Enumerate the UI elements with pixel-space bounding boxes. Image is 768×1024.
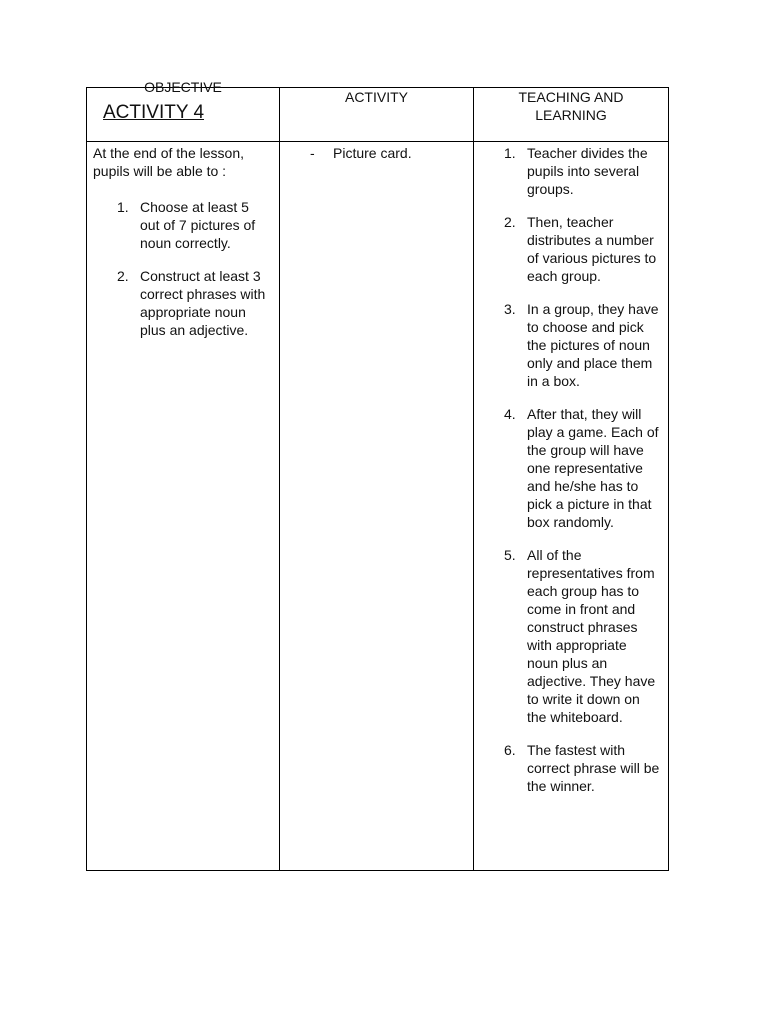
header-objective-label: OBJECTIVE — [144, 79, 222, 95]
list-item: 4. After that, they will play a game. Each of the group will have one representative and he/she has to pick a picture in that box randomly. — [504, 406, 659, 530]
list-item: 2. Then, teacher distributes a number of various pictures to each group. — [504, 214, 657, 284]
table-header-row — [87, 88, 669, 142]
objective-cell — [87, 142, 280, 871]
steps-list — [474, 142, 668, 795]
list-item: 1. Choose at least 5 out of 7 pictures of noun correctly. — [117, 199, 256, 251]
header-teaching-learning — [474, 88, 669, 142]
list-item: 1. Teacher divides the pupils into several groups. — [504, 145, 648, 197]
list-item: 6. The fastest with correct phrase will be the winner. — [504, 742, 660, 794]
header-teaching-label: TEACHING AND LEARNING — [518, 89, 624, 123]
teaching-learning-cell — [474, 142, 669, 871]
resource-list — [280, 142, 473, 162]
activity-title: ACTIVITY 4 — [103, 102, 205, 123]
header-activity — [280, 88, 474, 142]
header-activity-label: ACTIVITY — [344, 89, 408, 105]
objective-intro: At the end of the lesson, pupils will be able to : — [93, 145, 244, 179]
lesson-plan-table — [86, 79, 669, 871]
list-item: 3. In a group, they have to choose and pick the pictures of noun only and place them in a box. — [504, 301, 659, 389]
list-item: 2. Construct at least 3 correct phrases with appropriate noun plus an adjective. — [117, 268, 266, 338]
list-item: 5. All of the representatives from each group has to come in front and construct phrases with appropriate noun plus an adjective. They have to write it down on the whiteboard. — [504, 547, 656, 725]
objective-list — [87, 198, 279, 339]
list-item: - Picture card. — [310, 145, 412, 161]
table-body-row — [87, 142, 669, 871]
header-objective — [87, 79, 280, 142]
activity-cell — [280, 142, 474, 871]
